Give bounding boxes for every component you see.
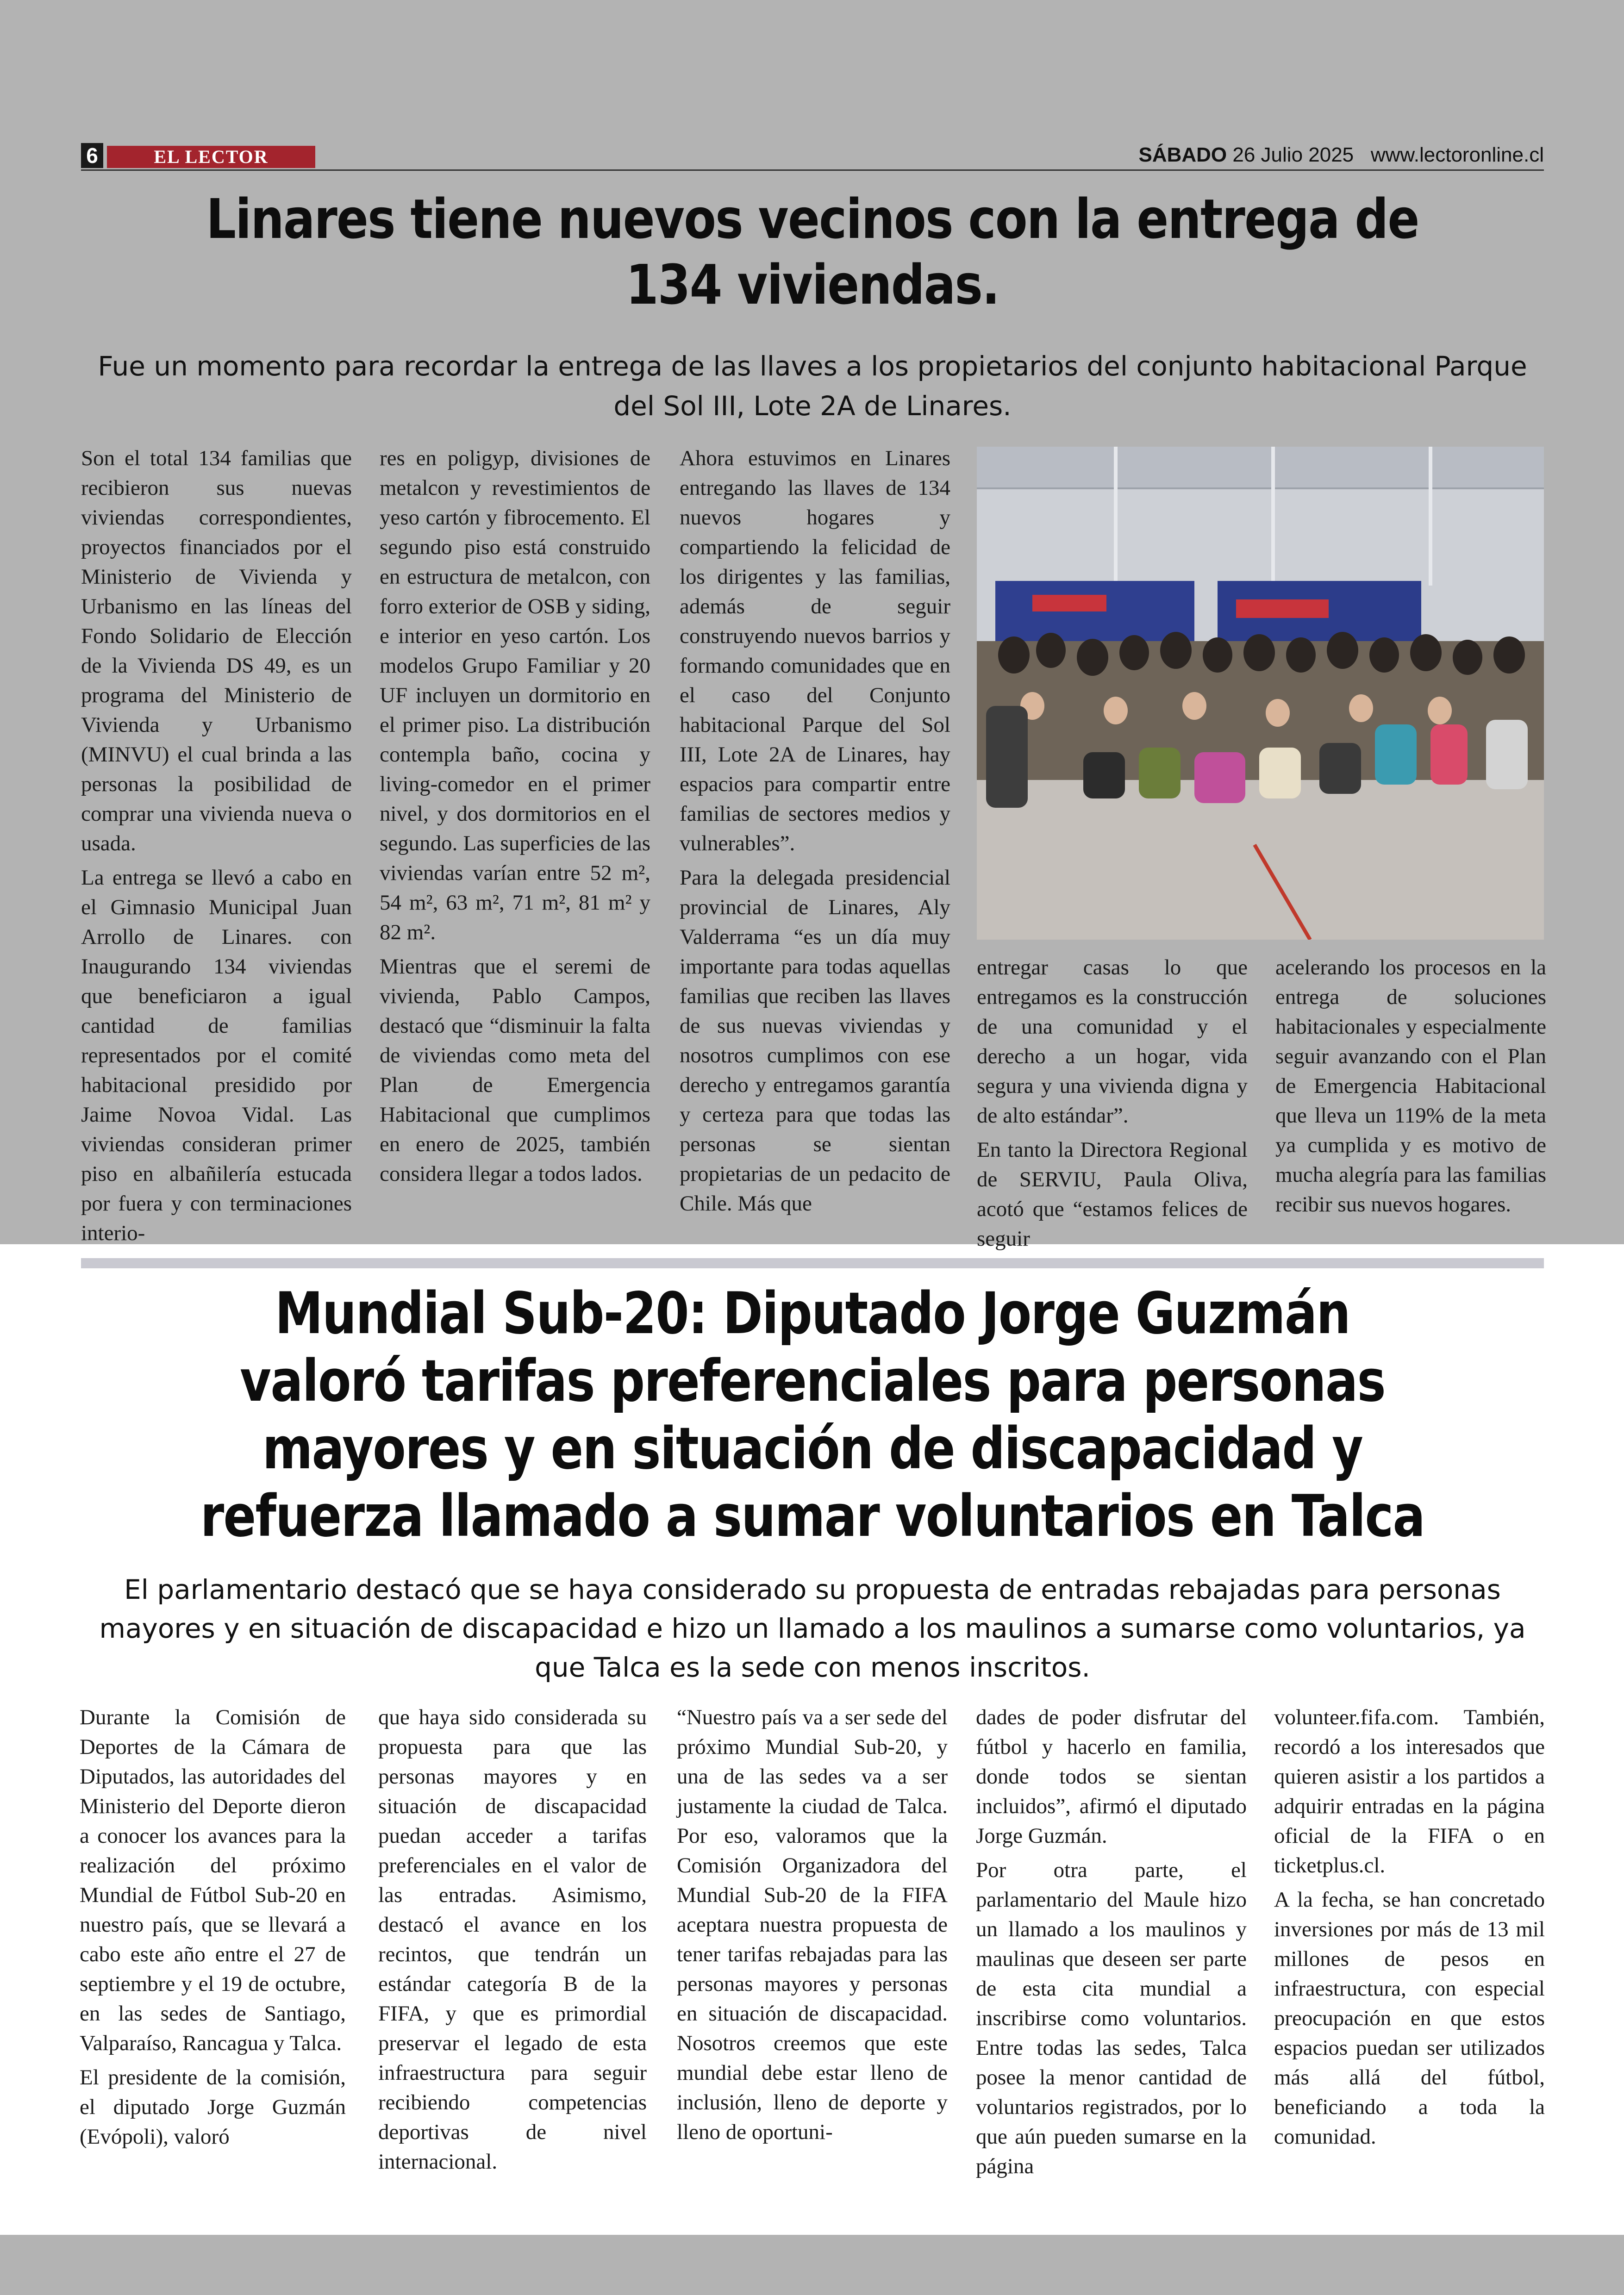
article1-column-1 (81, 443, 352, 1253)
article2-column-3 (677, 1703, 948, 2152)
article1-headline: Linares tiene nuevos vecinos con la entrega de 134 viviendas. (206, 187, 1419, 317)
article1-paragraph: La entrega se llevó a cabo en el Gimnasio Municipal Juan Arrollo de Linares. con Inaugurando 134 viviendas que beneficiaron a igual cantidad de familias representados por el comité habitacional presidido por Jaime Novoa Vidal. Las viviendas consideran primer piso en albañilería estucada por fuera y con terminaciones interio- (81, 866, 352, 1245)
article2-paragraph: El presidente de la comisión, el diputado Jorge Guzmán (Evópoli), valoró (80, 2065, 346, 2149)
article1-paragraph: entregar casas lo que entregamos es la construcción de una comunidad y el derecho a un hogar, vida segura y una vivienda digna y de alto estándar”. (977, 955, 1248, 1128)
article2-paragraph: “Nuestro país va a ser sede del próximo Mundial Sub-20, y una de las sedes va a ser justamente la ciudad de Talca. Por eso, valoramos que la Comisión Organizadora del Mundial Sub-20 de la FIFA aceptara nuestra propuesta de tener tarifas rebajadas para las personas mayores y personas en situación de discapacidad. Nosotros creemos que este mundial debe estar lleno de inclusión, lleno de deporte y lleno de oportuni- (677, 1705, 948, 2144)
article1-paragraph: Mientras que el seremi de vivienda, Pablo Campos, destacó que “disminuir la falta de viviendas como meta del Plan de Emergencia Habitacional que cumplimos en enero de 2025, también considera llegar a todos lados. (380, 954, 650, 1186)
article1-group-photo (977, 447, 1544, 940)
article2-subheadline: El parlamentario destacó que se haya considerado su propuesta de entradas rebajadas para personas mayores y en situación de discapacidad e hizo un llamado a los maulinos a sumarse como voluntarios, ya que Talca es la sede con menos inscritos. (99, 1574, 1526, 1683)
article2-paragraph: Por otra parte, el parlamentario del Maule hizo un llamado a los maulinos y maulinas que deseen ser parte de esta cita mundial a inscribirse como voluntarios. Entre todas las sedes, Talca posee la menor cantidad de voluntarios registrados, por lo que aún pueden sumarse en la página (976, 1858, 1247, 2178)
article2-paragraph: Durante la Comisión de Deportes de la Cámara de Diputados, las autoridades del Ministerio del Deporte dieron a conocer los avances para la realización del próximo Mundial de Fútbol Sub-20 en nuestro país, que se llevará a cabo este año entre el 27 de septiembre y el 19 de octubre, en las sedes de Santiago, Valparaíso, Rancagua y Talca. (80, 1705, 346, 2055)
article1-column-3 (680, 443, 950, 1223)
page-number: 6 (81, 143, 103, 168)
article1-paragraph: Para la delegada presidencial provincial de Linares, Aly Valderrama “es un día muy importante para todas aquellas familias que reciben las llaves de sus nuevas viviendas y nosotros cumplimos con ese derecho y entregamos garantía y certeza para que todas las personas se sientan propietarias de un pedacito de Chile. Más que (680, 866, 950, 1216)
article2-paragraph: que haya sido considerada su propuesta para que las personas mayores y en situación de discapacidad puedan acceder a tarifas preferenciales en el valor de las entradas. Asimismo, destacó el avance en los recintos, que tendrán un estándar categoría B de la FIFA, y que es primordial preservar el legado de esta infraestructura para seguir recibiendo competencias deportivas de nivel internacional. (378, 1705, 647, 2174)
article2-paragraph: dades de poder disfrutar del fútbol y hacerlo en familia, donde todos se sientan incluidos”, afirmó el diputado Jorge Guzmán. (976, 1705, 1247, 1848)
section-divider (81, 1258, 1544, 1268)
article1-column-5 (1275, 953, 1546, 1224)
article2-column-1 (80, 1703, 346, 2156)
header-rule (81, 169, 1544, 171)
logo-text: EL LECTOR (154, 146, 269, 167)
article2-column-5 (1274, 1703, 1545, 2156)
header-dateline (1138, 141, 1544, 169)
article1-paragraph: Ahora estuvimos en Linares entregando las llaves de 134 nuevos hogares y compartiendo la felicidad de los dirigentes y las familias, además de seguir construyendo nuevos barrios y formando comunidades que en el caso del Conjunto habitacional Parque del Sol III, Lote 2A de Linares, hay espacios para compartir entre familias de sectores medios y vulnerables”. (680, 446, 950, 855)
article2-column-4 (976, 1703, 1247, 2186)
article2-column-2 (378, 1703, 647, 2181)
article1-paragraph: Son el total 134 familias que recibieron sus nuevas viviendas correspondientes, proyectos financiados por el Ministerio de Vivienda y Urbanismo en las líneas del Fondo Solidario de Elección de la Vivienda DS 49, es un programa del Ministerio de Vivienda y Urbanismo (MINVU) el cual brinda a las personas la posibilidad de comprar una vivienda nueva o usada. (81, 446, 352, 855)
article2-headline: Mundial Sub-20: Diputado Jorge Guzmán valoró tarifas preferenciales para personas mayores y en situación de discapacidad y refuerza llamado a sumar voluntarios en Talca (200, 1280, 1425, 1550)
article1-column-2 (380, 443, 650, 1193)
header-website[interactable]: www.lectoronline.cl (1370, 143, 1544, 166)
article1-subheadline: Fue un momento para recordar la entrega de las llaves a los propietarios del conjunto habitacional Parque del Sol III, Lote 2A de Linares. (98, 350, 1527, 422)
article1-paragraph: acelerando los procesos en la entrega de soluciones habitacionales y especialmente seguir avanzando con el Plan de Emergencia Habitacional que lleva un 119% de la meta ya cumplida y es motivo de mucha alegría para las familias recibir sus nuevos hogares. (1275, 955, 1546, 1216)
header-day: SÁBADO (1138, 143, 1227, 166)
article1-column-4 (977, 953, 1248, 1258)
newspaper-logo (107, 146, 315, 168)
footer-band (0, 2235, 1624, 2295)
article1-paragraph: res en poligyp, divisiones de metalcon y revestimientos de yeso cartón y fibrocemento. El segundo piso está construido en estructura de metalcon, con forro exterior de OSB y siding, e interior en yeso cartón. Los modelos Grupo Familiar y 20 UF incluyen un dormitorio en el primer piso. La distribución contempla baño, cocina y living-comedor en el primer nivel, y dos dormitorios en el segundo. Las superficies de las viviendas varían entre 52 m², 54 m², 63 m², 71 m², 81 m² y 82 m². (380, 446, 650, 944)
article2-paragraph: volunteer.fifa.com. También, recordó a los interesados que quieren asistir a los partidos a adquirir entradas en la página oficial de la FIFA o en ticketplus.cl. (1274, 1705, 1545, 1877)
header-date: 26 Julio 2025 (1232, 143, 1354, 166)
article2-paragraph: A la fecha, se han concretado inversiones por más de 13 mil millones de pesos en infraestructura, con especial preocupación en que estos espacios puedan ser utilizados más allá del fútbol, beneficiando a toda la comunidad. (1274, 1888, 1545, 2149)
page-header (81, 141, 1544, 169)
article1-paragraph: En tanto la Directora Regional de SERVIU, Paula Oliva, acotó que “estamos felices de seguir (977, 1138, 1248, 1251)
